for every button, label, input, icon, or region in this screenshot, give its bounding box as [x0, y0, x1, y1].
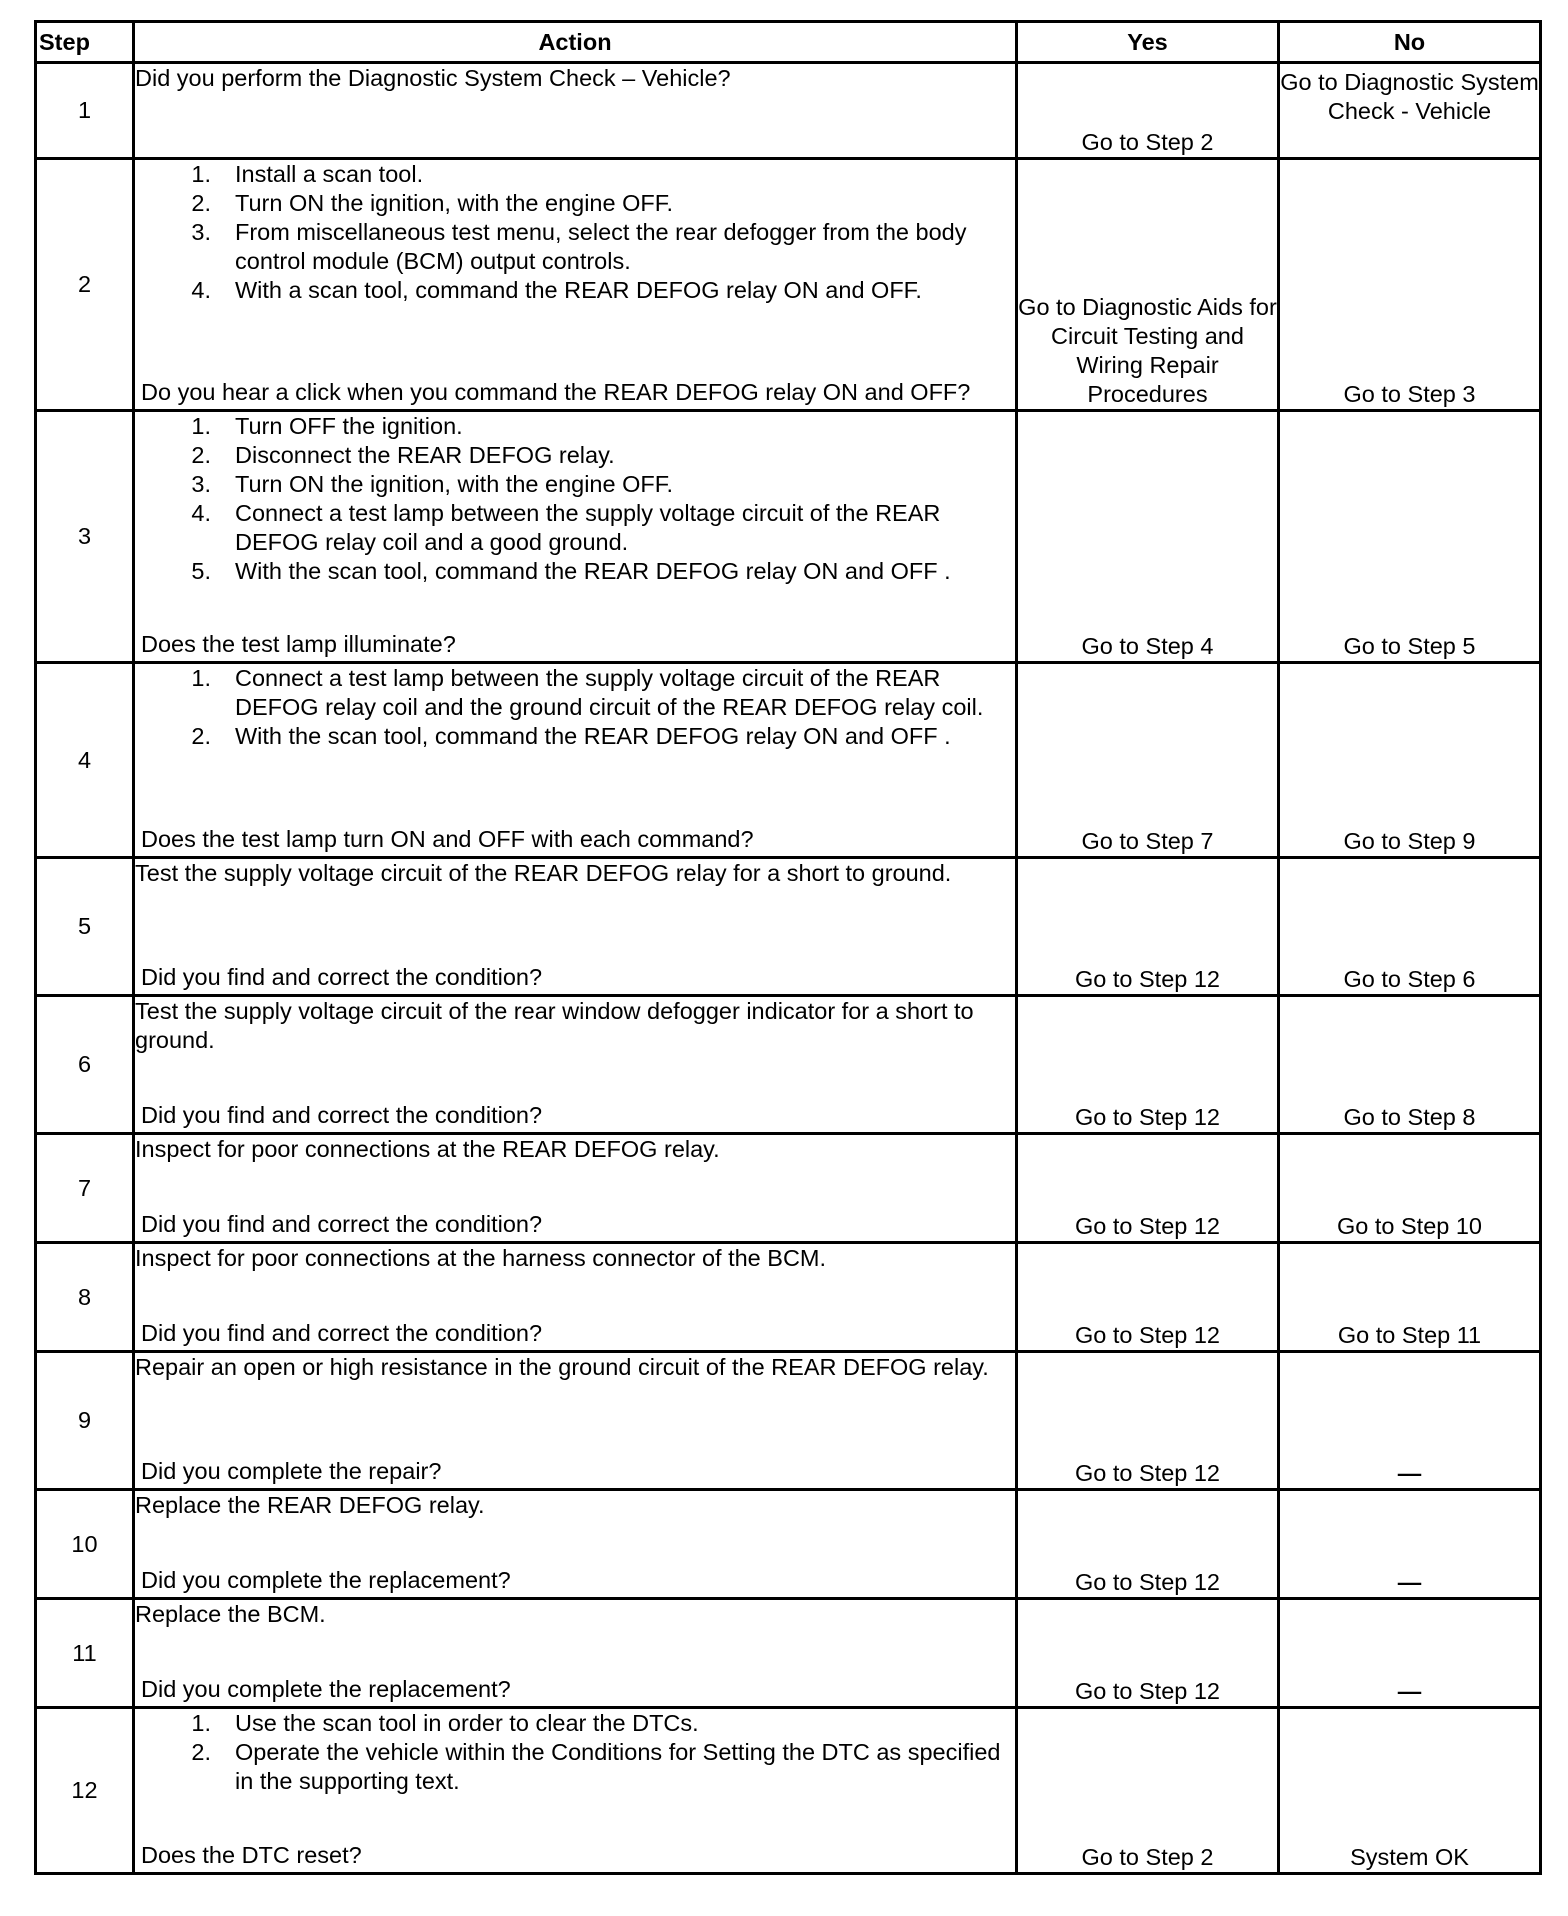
action-cell [134, 1490, 1017, 1599]
no-outcome: Go to Diagnostic System Check - Vehicle [1279, 63, 1541, 159]
substep-item [191, 1738, 1015, 1796]
action-instruction: Test the supply voltage circuit of the rear window defogger indicator for a short to ground. [135, 998, 974, 1053]
substep-item [191, 722, 1015, 751]
action-substeps [135, 1709, 1015, 1796]
step-number: 9 [36, 1352, 134, 1490]
substep-number: 1. [191, 161, 211, 187]
yes-outcome: Go to Step 4 [1017, 411, 1279, 663]
table-row [36, 1134, 1541, 1243]
step-number: 12 [36, 1708, 134, 1874]
action-instruction: Inspect for poor connections at the REAR DEFOG relay. [135, 1136, 720, 1162]
substep-text: Connect a test lamp between the supply voltage circuit of the REAR DEFOG relay coil and the ground circuit of the REAR DEFOG relay coil. [235, 665, 984, 720]
action-cell [134, 858, 1017, 996]
substep-item [191, 557, 1015, 586]
action-instruction: Test the supply voltage circuit of the REAR DEFOG relay for a short to ground. [135, 860, 952, 886]
action-cell [134, 63, 1017, 159]
yes-outcome: Go to Step 12 [1017, 996, 1279, 1134]
substep-text: Install a scan tool. [235, 161, 424, 187]
substep-item [191, 218, 1015, 276]
substep-text: With a scan tool, command the REAR DEFOG relay ON and OFF. [235, 277, 922, 303]
substep-text: With the scan tool, command the REAR DEFOG relay ON and OFF . [235, 723, 951, 749]
substep-text: Use the scan tool in order to clear the DTCs. [235, 1710, 699, 1736]
yes-outcome: Go to Step 12 [1017, 1243, 1279, 1352]
no-outcome: Go to Step 11 [1279, 1243, 1541, 1352]
action-question: Do you hear a click when you command the REAR DEFOG relay ON and OFF? [141, 379, 971, 405]
table-row [36, 411, 1541, 663]
no-column-header: No [1279, 22, 1541, 63]
action-cell [134, 1352, 1017, 1490]
action-instruction: Replace the REAR DEFOG relay. [135, 1492, 485, 1518]
action-instruction: Repair an open or high resistance in the ground circuit of the REAR DEFOG relay. [135, 1354, 989, 1380]
table-row [36, 1599, 1541, 1708]
action-question: Does the test lamp illuminate? [141, 631, 456, 657]
yes-outcome: Go to Step 2 [1017, 1708, 1279, 1874]
substep-item [191, 412, 1015, 441]
action-question: Does the DTC reset? [141, 1842, 362, 1868]
substep-text: From miscellaneous test menu, select the rear defogger from the body control module (BCM) output controls. [235, 219, 967, 274]
diagnostic-table [34, 20, 1542, 1875]
no-outcome: System OK [1279, 1708, 1541, 1874]
yes-outcome: Go to Step 7 [1017, 663, 1279, 858]
substep-number: 2. [191, 723, 211, 749]
no-outcome: Go to Step 6 [1279, 858, 1541, 996]
yes-column-header: Yes [1017, 22, 1279, 63]
table-row [36, 1243, 1541, 1352]
step-number: 8 [36, 1243, 134, 1352]
substep-text: Turn OFF the ignition. [235, 413, 463, 439]
action-instruction: Replace the BCM. [135, 1601, 326, 1627]
action-question: Did you find and correct the condition? [141, 1211, 543, 1237]
substep-item [191, 664, 1015, 722]
substep-number: 1. [191, 1710, 211, 1736]
yes-outcome: Go to Step 12 [1017, 1599, 1279, 1708]
step-number: 6 [36, 996, 134, 1134]
action-question: Did you complete the replacement? [141, 1676, 511, 1702]
substep-text: With the scan tool, command the REAR DEFOG relay ON and OFF . [235, 558, 951, 584]
substep-item [191, 441, 1015, 470]
substep-text: Operate the vehicle within the Conditions for Setting the DTC as specified in the supporting text. [235, 1739, 1001, 1794]
action-question: Did you find and correct the condition? [141, 1320, 543, 1346]
step-number: 7 [36, 1134, 134, 1243]
step-number: 4 [36, 663, 134, 858]
action-question: Does the test lamp turn ON and OFF with each command? [141, 826, 754, 852]
yes-outcome: Go to Step 12 [1017, 858, 1279, 996]
yes-outcome: Go to Step 2 [1017, 63, 1279, 159]
no-outcome-none: — [1279, 1352, 1541, 1490]
substep-item [191, 470, 1015, 499]
substep-item [191, 276, 1015, 305]
yes-outcome: Go to Diagnostic Aids for Circuit Testing and Wiring Repair Procedures [1017, 159, 1279, 411]
table-row [36, 663, 1541, 858]
step-number: 2 [36, 159, 134, 411]
action-cell [134, 159, 1017, 411]
substep-number: 2. [191, 442, 211, 468]
action-cell [134, 411, 1017, 663]
no-outcome-none: — [1279, 1599, 1541, 1708]
table-body [36, 63, 1541, 1874]
yes-outcome: Go to Step 12 [1017, 1134, 1279, 1243]
table-row [36, 858, 1541, 996]
no-outcome: Go to Step 5 [1279, 411, 1541, 663]
substep-number: 1. [191, 413, 211, 439]
action-substeps [135, 160, 1015, 305]
yes-outcome: Go to Step 12 [1017, 1352, 1279, 1490]
substep-number: 4. [191, 277, 211, 303]
table-row [36, 63, 1541, 159]
step-number: 11 [36, 1599, 134, 1708]
substep-number: 3. [191, 471, 211, 497]
action-cell [134, 1134, 1017, 1243]
no-outcome: Go to Step 8 [1279, 996, 1541, 1134]
action-cell [134, 996, 1017, 1134]
substep-number: 2. [191, 190, 211, 216]
action-cell [134, 1708, 1017, 1874]
substep-item [191, 1709, 1015, 1738]
substep-text: Turn ON the ignition, with the engine OFF. [235, 190, 674, 216]
action-column-header: Action [134, 22, 1017, 63]
no-outcome-none: — [1279, 1490, 1541, 1599]
no-outcome: Go to Step 9 [1279, 663, 1541, 858]
step-number: 3 [36, 411, 134, 663]
no-outcome: Go to Step 10 [1279, 1134, 1541, 1243]
substep-number: 5. [191, 558, 211, 584]
action-cell [134, 1599, 1017, 1708]
substep-item [191, 499, 1015, 557]
header-row [36, 22, 1541, 63]
table-row [36, 1708, 1541, 1874]
action-question: Did you complete the replacement? [141, 1567, 511, 1593]
substep-item [191, 189, 1015, 218]
substep-text: Turn ON the ignition, with the engine OFF. [235, 471, 674, 497]
step-column-header: Step [36, 22, 134, 63]
action-question: Did you find and correct the condition? [141, 964, 543, 990]
substep-text: Disconnect the REAR DEFOG relay. [235, 442, 615, 468]
table-row [36, 1490, 1541, 1599]
yes-outcome: Go to Step 12 [1017, 1490, 1279, 1599]
substep-text: Connect a test lamp between the supply voltage circuit of the REAR DEFOG relay coil and a good ground. [235, 500, 941, 555]
action-cell [134, 1243, 1017, 1352]
substep-number: 1. [191, 665, 211, 691]
action-substeps [135, 664, 1015, 751]
table-row [36, 159, 1541, 411]
substep-number: 3. [191, 219, 211, 245]
table-row [36, 1352, 1541, 1490]
action-substeps [135, 412, 1015, 586]
table-row [36, 996, 1541, 1134]
step-number: 1 [36, 63, 134, 159]
action-cell [134, 663, 1017, 858]
no-outcome: Go to Step 3 [1279, 159, 1541, 411]
action-instruction: Did you perform the Diagnostic System Check – Vehicle? [135, 65, 731, 91]
action-question: Did you complete the repair? [141, 1458, 442, 1484]
step-number: 10 [36, 1490, 134, 1599]
action-instruction: Inspect for poor connections at the harness connector of the BCM. [135, 1245, 827, 1271]
substep-number: 4. [191, 500, 211, 526]
substep-number: 2. [191, 1739, 211, 1765]
substep-item [191, 160, 1015, 189]
step-number: 5 [36, 858, 134, 996]
action-question: Did you find and correct the condition? [141, 1102, 543, 1128]
